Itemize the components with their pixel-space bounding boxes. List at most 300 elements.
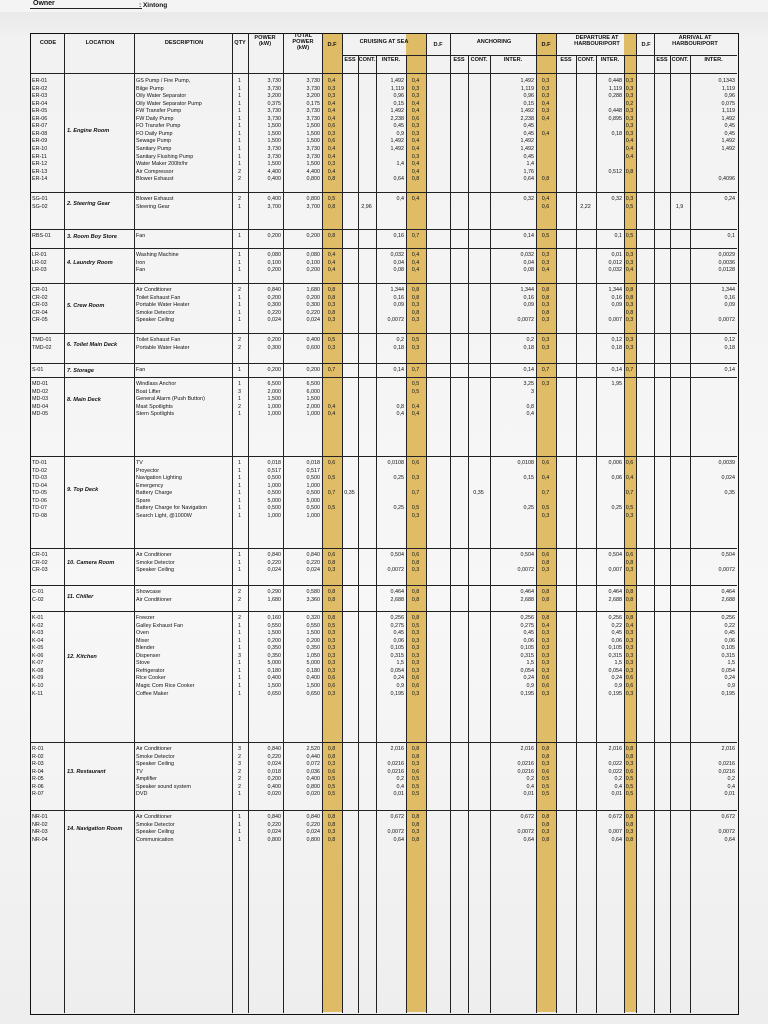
cell-a-inter: 0,275: [520, 622, 534, 629]
cell-c-inter: 0,25: [393, 475, 404, 482]
cell-a-df: 0,8: [541, 176, 550, 183]
header-power: POWER (kW): [254, 35, 276, 47]
cell-c-df: 0,5: [411, 505, 420, 512]
cell-power: 0,500: [267, 505, 281, 512]
group-divider: [30, 810, 737, 811]
cell-c-df: 0,8: [411, 294, 420, 301]
cell-c-df: 0,5: [411, 791, 420, 798]
cell-d-df: 0,5: [625, 783, 634, 790]
cell-df: 0,3: [327, 344, 336, 351]
item-code: MD-05: [32, 411, 49, 418]
item-code: ER-07: [32, 123, 48, 130]
cell-df: 0,4: [327, 78, 336, 84]
cell-total: 3,730: [306, 85, 320, 92]
item-description: Fan: [136, 233, 146, 239]
item-code: CR-01: [32, 552, 48, 558]
cell-total: 0,400: [306, 337, 320, 343]
cell-total: 6,000: [306, 388, 320, 395]
cell-c-inter: 1,4: [396, 161, 404, 168]
cell-d-inter: 0,195: [608, 690, 622, 697]
item-code: R-02: [32, 753, 44, 760]
cell-power: 5,000: [267, 497, 281, 504]
cell-df: 0,3: [327, 302, 336, 309]
cell-d-inter: 0,256: [608, 615, 622, 621]
cell-a-inter: 0,032: [520, 252, 534, 258]
cell-d-inter: 0,448: [608, 78, 622, 84]
cell-d-inter: 0,022: [608, 768, 622, 775]
cell-a-inter: 0,64: [523, 836, 534, 843]
cell-d-inter: 0,448: [608, 108, 622, 115]
cell-qty: 1: [238, 690, 241, 697]
cell-power: 3,730: [267, 115, 281, 122]
cell-power: 0,180: [267, 667, 281, 674]
cell-a-inter: 0,464: [520, 589, 534, 595]
cell-power: 0,400: [267, 783, 281, 790]
cell-d-df: 0,8: [625, 589, 634, 595]
cell-total: 0,840: [306, 814, 320, 820]
cell-power: 0,024: [267, 761, 281, 768]
subheader-inter: INTER.: [503, 57, 523, 63]
item-description: Speaker sound system: [136, 783, 191, 790]
item-description: Fan: [136, 267, 146, 274]
cell-qty: 1: [238, 821, 241, 828]
cell-c-inter: 0,0072: [387, 829, 404, 836]
cell-r-inter: 2,016: [721, 746, 735, 752]
cell-power: 1,000: [267, 482, 281, 489]
item-code: ER-13: [32, 168, 48, 175]
cell-d-df: 0,4: [625, 475, 634, 482]
item-code: LR-01: [32, 252, 47, 258]
cell-power: 0,200: [267, 267, 281, 274]
cell-r-inter: 0,2: [727, 776, 735, 783]
cell-qty: 1: [238, 660, 241, 667]
cell-total: 0,020: [306, 791, 320, 798]
item-description: Blender: [136, 645, 155, 652]
item-description: Freezer: [136, 615, 155, 621]
cell-total: 3,360: [306, 596, 320, 603]
item-code: C-01: [32, 589, 44, 595]
owner-label: Owner: [33, 0, 55, 7]
cell-d-inter: 0,01: [611, 252, 622, 258]
cell-df: 0,6: [327, 460, 336, 466]
cell-qty: 1: [238, 100, 241, 107]
cell-total: 0,220: [306, 309, 320, 316]
cell-c-df: 0,6: [411, 552, 420, 558]
cell-total: 5,000: [306, 497, 320, 504]
item-code: TD-02: [32, 467, 47, 474]
cell-c-inter: 0,01: [393, 791, 404, 798]
cell-qty: 1: [238, 108, 241, 115]
header-code: CODE: [39, 40, 57, 46]
column-divider: [64, 33, 65, 1013]
cell-power: 0,500: [267, 475, 281, 482]
header-cruising: CRUISING AT SEA: [359, 39, 409, 45]
cell-df: 0,5: [327, 505, 336, 512]
cell-d-inter: 0,895: [608, 115, 622, 122]
cell-c-df: 0,5: [411, 622, 420, 629]
cell-c-df: 0,3: [411, 153, 420, 160]
cell-power: 0,290: [267, 589, 281, 595]
cell-df: 0,4: [327, 145, 336, 152]
item-description: Speaker Ceiling: [136, 317, 175, 324]
item-code: K-11: [32, 690, 43, 697]
cell-df: 0,3: [327, 645, 336, 652]
subheader-cont: CONT.: [671, 57, 689, 63]
item-description: Smoke Detector: [136, 309, 175, 316]
cell-df: 0,3: [327, 161, 336, 168]
cell-a-df: 0,8: [541, 746, 550, 752]
cell-total: 0,200: [306, 233, 320, 239]
cell-c-inter: 0,256: [390, 615, 404, 621]
cell-total: 0,440: [306, 753, 320, 760]
cell-df: 0,6: [327, 123, 336, 130]
cell-power: 0,024: [267, 567, 281, 574]
item-code: C-02: [32, 596, 44, 603]
item-code: LR-02: [32, 259, 47, 266]
cell-c-df: 0,4: [411, 168, 420, 175]
cell-c-df: 0,8: [411, 287, 420, 293]
cell-power: 0,650: [267, 690, 281, 697]
header-anchoring: ANCHORING: [476, 39, 512, 45]
cell-power: 3,730: [267, 108, 281, 115]
cell-a-df: 0,4: [541, 267, 550, 274]
cell-c-df: 0,6: [411, 115, 420, 122]
cell-c-inter: 0,195: [390, 690, 404, 697]
item-description: Toilet Exhaust Fan: [136, 337, 181, 343]
cell-c-inter: 0,275: [390, 622, 404, 629]
cell-d-df: 0,3: [625, 302, 634, 309]
item-code: K-10: [32, 682, 44, 689]
cell-a-inter: 1,344: [520, 287, 534, 293]
item-description: Proyector: [136, 467, 160, 474]
cell-qty: 2: [238, 344, 241, 351]
cell-a-inter: 0,64: [523, 176, 534, 183]
cell-d-df: 0,3: [625, 130, 634, 137]
cell-qty: 1: [238, 411, 241, 418]
cell-total: 0,400: [306, 675, 320, 682]
cell-r-inter: 0,1: [727, 233, 735, 239]
subcolumn-divider: [576, 55, 577, 1013]
cell-power: 0,200: [267, 776, 281, 783]
cell-total: 1,500: [306, 130, 320, 137]
cell-a-df: 0,8: [541, 615, 550, 621]
group-divider: [30, 248, 737, 249]
cell-d-inter: 2,688: [608, 596, 622, 603]
cell-d-inter: 0,007: [608, 567, 622, 574]
cell-c-inter: 1,492: [390, 108, 404, 115]
cell-r-inter: 0,315: [721, 652, 735, 659]
subheader-inter: INTER.: [381, 57, 401, 63]
item-code: R-07: [32, 791, 44, 798]
cell-qty: 1: [238, 130, 241, 137]
cell-total: 0,350: [306, 645, 320, 652]
cell-a-inter: 1,492: [520, 108, 534, 115]
cell-power: 3,730: [267, 78, 281, 84]
cell-total: 0,220: [306, 559, 320, 566]
cell-c-df: 0,5: [411, 783, 420, 790]
cell-d-df: 0,4: [625, 622, 634, 629]
cell-total: 0,580: [306, 589, 320, 595]
cell-c-inter: 0,4: [396, 783, 404, 790]
cell-c-inter: 0,25: [393, 505, 404, 512]
cell-r-inter: 1,492: [721, 145, 735, 152]
cell-a-df: 0,3: [541, 660, 550, 667]
cell-d-inter: 0,01: [611, 791, 622, 798]
item-description: Dispenser: [136, 652, 161, 659]
cell-c-inter: 2,688: [390, 596, 404, 603]
cell-c-inter: 0,0108: [387, 460, 404, 466]
cell-df: 0,4: [327, 259, 336, 266]
item-code: SG-02: [32, 203, 48, 210]
cell-r-inter: 0,24: [724, 196, 735, 202]
item-description: Washing Machine: [136, 252, 179, 258]
cell-power: 0,200: [267, 294, 281, 301]
cell-df: 0,8: [327, 589, 336, 595]
cell-d-df: 0,3: [625, 567, 634, 574]
cell-a-df: 0,7: [541, 367, 550, 373]
cell-a-df: 0,6: [541, 675, 550, 682]
df-column-band: [624, 34, 636, 1012]
cell-d-df: 0,3: [625, 259, 634, 266]
cell-d-inter: 2,016: [608, 746, 622, 752]
cell-df: 0,8: [327, 836, 336, 843]
item-code: ER-02: [32, 85, 48, 92]
cell-qty: 1: [238, 552, 241, 558]
cell-d-inter: 0,24: [611, 675, 622, 682]
cell-a-df: 0,3: [541, 667, 550, 674]
cell-total: 0,200: [306, 637, 320, 644]
subheader-cont: CONT.: [358, 57, 376, 63]
cell-a-inter: 0,672: [520, 814, 534, 820]
item-code: CR-01: [32, 287, 48, 293]
item-description: Air Conditioner: [136, 596, 172, 603]
cell-c-inter: 0,315: [390, 652, 404, 659]
cell-qty: 1: [238, 85, 241, 92]
item-description: Blower Exhaust: [136, 196, 174, 202]
item-code: TD-05: [32, 490, 47, 497]
cell-a-inter: 0,2: [526, 776, 534, 783]
cell-total: 0,320: [306, 615, 320, 621]
cell-c-ess: 0,35: [344, 490, 355, 497]
cell-total: 1,500: [306, 161, 320, 168]
cell-r-inter: 1,492: [721, 115, 735, 122]
cell-r-inter: 0,14: [724, 367, 735, 373]
cell-qty: 1: [238, 467, 241, 474]
cell-df: 0,6: [327, 675, 336, 682]
cell-qty: 2: [238, 337, 241, 343]
item-description: Fan: [136, 367, 146, 373]
cell-d-df: 0,6: [625, 682, 634, 689]
cell-d-inter: 0,1: [614, 233, 622, 239]
cell-d-inter: 0,32: [611, 196, 622, 202]
cell-a-df: 0,5: [541, 233, 550, 239]
cell-power: 0,080: [267, 252, 281, 258]
item-description: FO Daily Pump: [136, 130, 173, 137]
item-code: CR-04: [32, 309, 48, 316]
item-code: K-07: [32, 660, 44, 667]
cell-qty: 2: [238, 615, 241, 621]
cell-a-df: 0,3: [541, 512, 550, 519]
item-code: TD-01: [32, 460, 47, 466]
cell-a-df: 0,3: [541, 690, 550, 697]
cell-qty: 3: [238, 746, 241, 752]
cell-d-df: 0,5: [625, 791, 634, 798]
cell-c-df: 0,6: [411, 675, 420, 682]
cell-c-inter: 0,9: [396, 682, 404, 689]
item-code: TMD-02: [32, 344, 52, 351]
cell-a-inter: 0,195: [520, 690, 534, 697]
cell-qty: 1: [238, 836, 241, 843]
cell-qty: 1: [238, 791, 241, 798]
cell-qty: 1: [238, 637, 241, 644]
cell-a-df: 0,5: [541, 776, 550, 783]
column-divider: [556, 33, 557, 1013]
cell-qty: 1: [238, 559, 241, 566]
cell-a-df: 0,3: [541, 637, 550, 644]
cell-power: 4,400: [267, 168, 281, 175]
cell-c-df: 0,3: [411, 567, 420, 574]
cell-total: 0,200: [306, 367, 320, 373]
cell-c-df: 0,8: [411, 615, 420, 621]
cell-c-df: 0,3: [411, 302, 420, 309]
cell-a-df: 0,8: [541, 814, 550, 820]
cell-df: 0,3: [327, 317, 336, 324]
item-description: Navigation Lighting: [136, 475, 182, 482]
cell-df: 0,5: [327, 622, 336, 629]
cell-d-df: 0,8: [625, 287, 634, 293]
cell-df: 0,8: [327, 287, 336, 293]
cell-a-df: 0,3: [541, 78, 550, 84]
item-description: DVD: [136, 791, 148, 798]
cell-c-df: 0,5: [411, 388, 420, 395]
cell-c-inter: 0,16: [393, 233, 404, 239]
cell-a-df: 0,3: [541, 761, 550, 768]
cell-r-inter: 0,464: [721, 589, 735, 595]
cell-d-inter: 0,06: [611, 475, 622, 482]
group-divider: [30, 548, 737, 549]
cell-c-df: 0,6: [411, 682, 420, 689]
item-description: Mixer: [136, 637, 150, 644]
cell-d-df: 0,2: [625, 100, 634, 107]
cell-c-inter: 0,464: [390, 589, 404, 595]
item-code: R-06: [32, 783, 44, 790]
cell-power: 3,730: [267, 153, 281, 160]
cell-a-inter: 0,04: [523, 259, 534, 266]
cell-d-df: 0,8: [625, 821, 634, 828]
cell-c-inter: 0,16: [393, 294, 404, 301]
item-description: Air Conditioner: [136, 814, 172, 820]
cell-c-df: 0,8: [411, 589, 420, 595]
cell-d-inter: 0,45: [611, 630, 622, 637]
group-divider: [30, 377, 737, 378]
cell-power: 0,550: [267, 622, 281, 629]
cell-a-inter: 2,688: [520, 596, 534, 603]
cell-total: 3,730: [306, 78, 320, 84]
cell-d-inter: 0,315: [608, 652, 622, 659]
cell-c-inter: 0,64: [393, 176, 404, 183]
subheader-ess: ESS: [656, 57, 668, 63]
item-code: ER-14: [32, 176, 48, 183]
cell-total: 0,500: [306, 475, 320, 482]
item-code: ER-03: [32, 93, 48, 100]
cell-qty: 1: [238, 567, 241, 574]
cell-d-inter: 0,14: [611, 367, 622, 373]
cell-d-df: 0,3: [625, 115, 634, 122]
cell-a-inter: 0,18: [523, 344, 534, 351]
item-description: TV: [136, 768, 143, 775]
cell-d-inter: 1,344: [608, 287, 622, 293]
cell-r-inter: 0,35: [724, 490, 735, 497]
cell-d-inter: 0,4: [614, 783, 622, 790]
cell-df: 0,8: [327, 309, 336, 316]
item-description: Rice Cooker: [136, 675, 166, 682]
cell-total: 1,000: [306, 512, 320, 519]
cell-c-inter: 0,672: [390, 814, 404, 820]
cell-qty: 1: [238, 93, 241, 100]
cell-qty: 1: [238, 682, 241, 689]
cell-a-df: 0,3: [541, 93, 550, 100]
cell-a-inter: 1,492: [520, 145, 534, 152]
cell-d-inter: 0,9: [614, 682, 622, 689]
cell-c-inter: 0,054: [390, 667, 404, 674]
cell-d-inter: 0,18: [611, 344, 622, 351]
cell-d-inter: 1,119: [608, 85, 622, 92]
subheader-cont: CONT.: [577, 57, 595, 63]
item-description: Galley Exhaust Fan: [136, 622, 184, 629]
item-description: Portable Water Heater: [136, 344, 190, 351]
cell-power: 1,500: [267, 161, 281, 168]
cell-qty: 1: [238, 814, 241, 820]
cell-d-inter: 0,054: [608, 667, 622, 674]
group-location: 11. Chiller: [67, 593, 94, 600]
cell-d-df: 0,6: [625, 552, 634, 558]
item-description: General Alarm (Push Button): [136, 396, 205, 403]
cell-qty: 1: [238, 475, 241, 482]
item-code: R-04: [32, 768, 44, 775]
cell-r-inter: 0,672: [721, 814, 735, 820]
item-code: K-04: [32, 637, 44, 644]
cell-d-df: 0,5: [625, 203, 634, 210]
cell-qty: 1: [238, 302, 241, 309]
group-location: 14. Navigation Room: [67, 826, 123, 833]
item-code: LR-03: [32, 267, 47, 274]
cell-power: 1,500: [267, 123, 281, 130]
cell-d-df: 0,3: [625, 652, 634, 659]
cell-total: 0,024: [306, 829, 320, 836]
cell-qty: 1: [238, 78, 241, 84]
cell-total: 0,072: [306, 761, 320, 768]
cell-a-df: 0,6: [541, 552, 550, 558]
item-description: Sanitary Flushing Pump: [136, 153, 194, 160]
cell-power: 0,400: [267, 675, 281, 682]
cell-total: 0,800: [306, 783, 320, 790]
cell-a-inter: 0,504: [520, 552, 534, 558]
cell-df: 0,3: [327, 667, 336, 674]
item-code: MD-04: [32, 403, 49, 410]
cell-c-df: 0,8: [411, 836, 420, 843]
group-location: 9. Top Deck: [67, 487, 99, 494]
cell-d-df: 0,3: [625, 344, 634, 351]
cell-total: 1,500: [306, 396, 320, 403]
subcolumn-divider: [468, 55, 469, 1013]
cell-a-df: 0,3: [541, 337, 550, 343]
cell-c-inter: 2,238: [390, 115, 404, 122]
cell-a-df: 0,3: [541, 302, 550, 309]
cell-r-inter: 0,12: [724, 337, 735, 343]
item-code: TD-07: [32, 505, 47, 512]
cell-c-df: 0,3: [411, 645, 420, 652]
cell-total: 0,650: [306, 690, 320, 697]
